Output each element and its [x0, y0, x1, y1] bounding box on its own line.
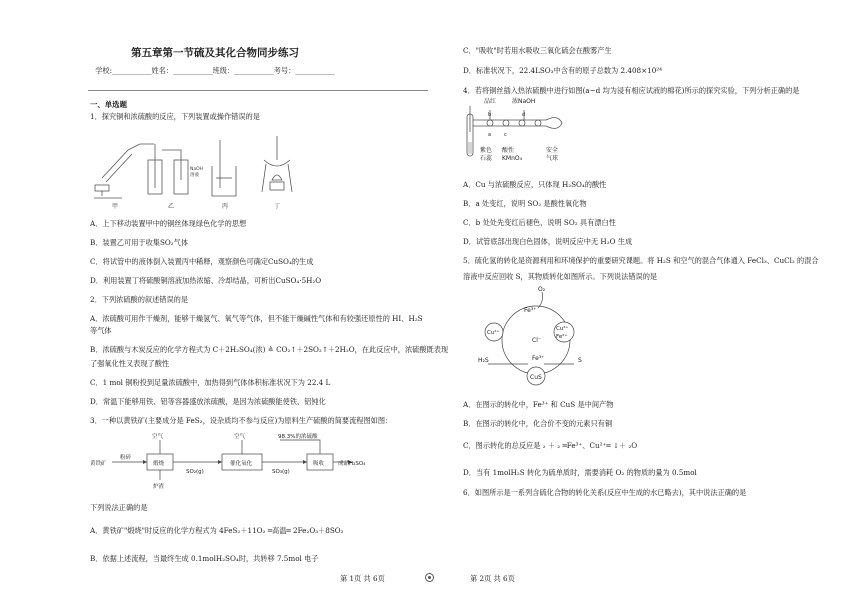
label-air-2: 空气	[234, 434, 246, 440]
step-absorption: 吸收	[313, 461, 325, 467]
label-acidic: 酸性	[502, 147, 515, 154]
label-conc-naoh: 浓NaOH	[512, 98, 536, 105]
q1-option-a: A．上下移动装置甲中的铜丝体现绿色化学的思想	[90, 219, 247, 228]
q4-option-d: D．试管底部出现白色固体，说明反应中无 H₂O 生成	[463, 237, 633, 246]
q1-option-c: C．将试管中的液体倒入装置丙中稀释，观察颜色可确定CuSO₄的生成	[90, 257, 314, 266]
page-footer-left: 第 1页 共 6页	[340, 574, 385, 583]
label-purple: 紫色	[480, 147, 493, 154]
label-so2-gas: SO₂(g)	[186, 469, 204, 475]
label-product: 成品H₂SO₄	[338, 461, 366, 467]
label-so3-gas: SO₃(g)	[272, 469, 290, 475]
label-fe3-top: Fe³⁺	[524, 307, 537, 314]
label-litmus: 石蕊	[480, 155, 493, 162]
label-a: a	[488, 132, 492, 138]
label-chloride: Cl⁻	[532, 337, 542, 344]
label-magenta: 品红	[484, 98, 497, 105]
q5-option-a: A．在图示的转化中，Fe³⁺ 和 CuS 是中间产物	[463, 400, 614, 409]
label-pyrite: 黄铁矿	[90, 461, 107, 467]
page-footer-right: 第 2页 共 6页	[470, 574, 515, 583]
student-info-line: 学校:___________姓名：___________班级：___________考号：___________	[95, 66, 335, 75]
label-yi: 乙	[168, 203, 175, 210]
label-fe2-right: Fe²⁺	[556, 334, 568, 340]
label-naoh-solution: 溶液	[190, 173, 199, 178]
step-catalytic-oxidation: 催化氧化	[230, 461, 253, 467]
label-cu2-left: Cu²⁺	[487, 330, 500, 336]
label-bing: 丙	[222, 203, 229, 210]
label-fe3-bottom: Fe³⁺	[532, 355, 545, 362]
question-1-stem: 1．探究铜和浓硫酸的反应，下列装置或操作错误的是	[90, 112, 260, 121]
label-safety: 安全	[546, 147, 559, 154]
q2-option-b-cont: 了强氧化性又表现了酸性	[90, 359, 170, 368]
apparatus-figure	[92, 130, 302, 210]
label-cu2-right: Cu²⁺	[556, 326, 569, 332]
q1-option-d: D．利用装置丁将硫酸铜溶液加热浓缩、冷却结晶，可析出CuSO₄·5H₂O	[90, 276, 322, 285]
label-kmno4: KMnO₄	[502, 155, 523, 162]
q3-option-b: B．依据上述流程，当最终生成 0.1molH₂SO₄时，共转移 7.5mol 电子	[90, 554, 319, 563]
label-c: c	[504, 132, 507, 138]
q5-option-d: D．当有 1molH₂S 转化为硫单质时，需要消耗 O₂ 的物质的量为 0.5mol	[463, 468, 697, 477]
q3-prompt: 下列说法正确的是	[90, 503, 148, 512]
label-naoh: NaOH	[190, 167, 204, 172]
q3-option-c: C．"吸收"时若用水吸收三氧化硫会在酸雾产生	[463, 46, 612, 55]
q5-option-c: C．图示转化的总反应是 ₂ ＋ ₂ ═Fe³⁺、Cu²⁺═ ↓＋ ₂O	[463, 441, 638, 450]
page-title: 第五章第一节硫及其化合物同步练习	[131, 47, 299, 59]
label-slag: 炉渣	[153, 484, 165, 490]
sulfuric-acid-flowchart	[90, 430, 380, 496]
label-balloon: 气球	[546, 155, 559, 162]
label-ding: 丁	[274, 203, 281, 210]
q3-option-d: D．标准状况下，22.4LSO₃中含有的原子总数为 2.408×10²⁴	[463, 66, 663, 75]
label-h2s: H₂S	[478, 357, 489, 364]
q2-option-a-cont: 等气体	[90, 326, 112, 335]
q2-option-a: A．浓硫酸可用作干燥剂，能够干燥氢气、氧气等气体，但不能干燥碱性气体和有较强还原性的 HI、H₂S	[90, 314, 423, 323]
label-air-1: 空气	[152, 434, 164, 440]
label-powder: 粉碎	[120, 455, 132, 461]
question-5-stem: 5．硫化氢的转化是资源利用和环境保护的重要研究课题。将 H₂S 和空气的混合气体通入 FeCl₃、CuCl₂ 的混合	[463, 256, 819, 265]
section-heading: 一、单选题	[90, 100, 127, 109]
q4-option-a: A．Cu 与浓硫酸反应，只体现 H₂SO₄的酸性	[463, 180, 607, 189]
divider	[88, 90, 428, 91]
label-jia: 甲	[112, 203, 119, 210]
q2-option-b: B．浓硫酸与木炭反应的化学方程式为 C＋2H₂SO₄(浓) ≜ CO₂↑＋2SO₂↑＋2H₂O，在此反应中，浓硫酸既表现	[90, 345, 449, 354]
label-d: d	[522, 112, 526, 118]
question-5-stem-cont: 溶液中反应回收 S，其物质转化如图所示。下列说法错误的是	[463, 272, 658, 281]
copper-wire-apparatus	[462, 96, 572, 170]
q5-option-b: B．在图示的转化中，化合价不变的元素只有铜	[463, 419, 613, 428]
q4-option-c: C．b 处处先变红后褪色，说明 SO₂ 具有漂白性	[463, 218, 616, 227]
question-6-stem: 6．如图所示是一系列含硫化合物的转化关系(反应中生成的水已略去)，其中说法正确的是	[463, 488, 747, 497]
h2s-conversion-cycle	[478, 284, 598, 390]
q3-option-a: A．黄铁矿"煅烧"时反应的化学方程式为 4FeS₂＋11O₂ ═高温═ 2Fe₂O₃＋8SO₂	[90, 526, 344, 535]
q2-option-d: D．常温下能够用铁、铝等容器盛放浓硫酸，是因为浓硫酸能使铁、铝钝化	[90, 397, 326, 406]
q1-option-b: B．装置乙可用于收集SO₂气体	[90, 238, 189, 247]
label-conc-acid: 98.3%的浓硫酸	[278, 434, 318, 440]
label-o2: O₂	[538, 286, 546, 293]
q2-option-c: C．1 mol 铜粉投到足量浓硫酸中，加热得到气体体积标准状况下为 22.4 L	[90, 378, 331, 387]
label-cus: CuS	[530, 374, 542, 381]
label-b: b	[488, 112, 492, 118]
question-4-stem: 4．若将铜丝插入热浓硫酸中进行如图(a~d 均为浸有相应试液的棉花)所示的探究实验，下列分析正确的是	[463, 86, 800, 95]
question-2-stem: 2．下列浓硫酸的叙述错误的是	[90, 295, 189, 304]
step-roasting: 煅烧	[153, 461, 165, 467]
q4-option-b: B．a 处变红，说明 SO₂ 是酸性氧化物	[463, 199, 587, 208]
label-sulfur: S	[578, 357, 582, 364]
question-3-stem: 3．一种以黄铁矿(主要成分是 FeS₂，设杂质均不参与反应)为原料生产硫酸的简要流程图如图：	[90, 416, 393, 425]
